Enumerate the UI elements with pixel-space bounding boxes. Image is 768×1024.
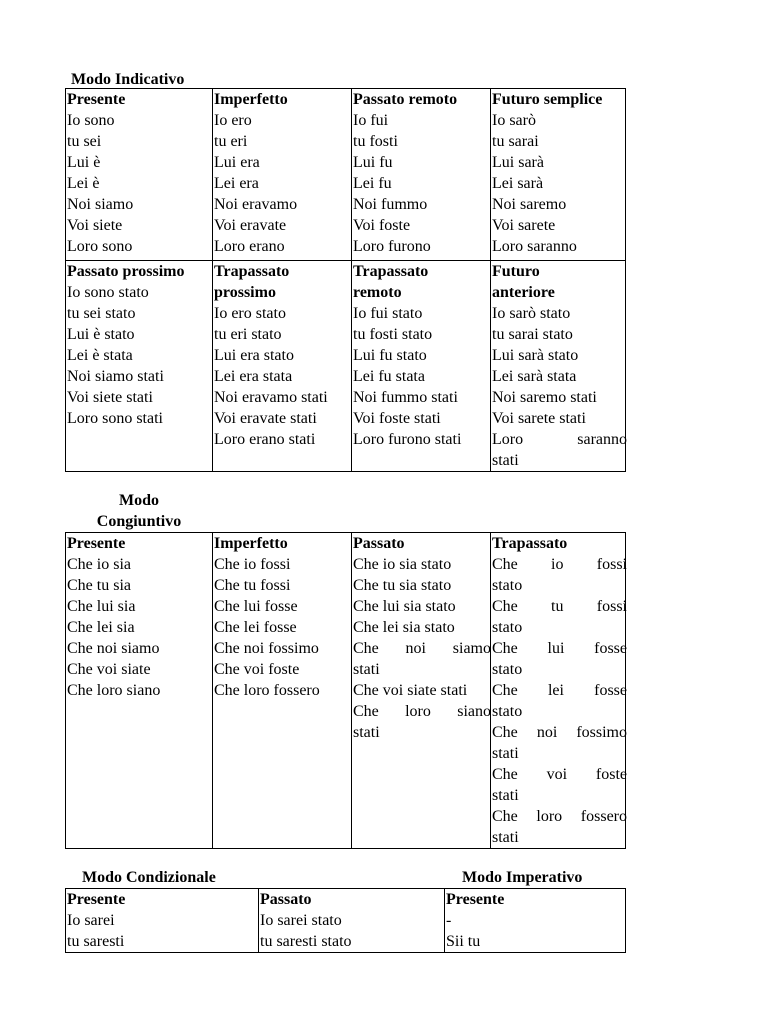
condizionale-title: Modo Condizionale xyxy=(82,869,216,886)
conjugation-form: stato xyxy=(492,577,523,594)
conjugation-form: Noi siamo xyxy=(67,196,134,213)
conjugation-form: Voi siete stati xyxy=(67,389,153,406)
condizionale-imperativo-table xyxy=(65,888,626,953)
conjugation-form: Voi eravate stati xyxy=(214,410,317,427)
conjugation-form: Noi saremo stati xyxy=(492,389,597,406)
conjugation-form: tu sarai xyxy=(492,133,539,150)
conjugation-form: Io sarò xyxy=(492,112,536,129)
conjugation-form: Che voi siate stati xyxy=(353,682,468,699)
column-heading: Passato xyxy=(260,891,312,908)
indicativo-title: Modo Indicativo xyxy=(71,71,185,88)
conjugation-form: Io sono xyxy=(67,112,115,129)
conjugation-form: Che tu fossi xyxy=(214,577,291,594)
column-heading: Presente xyxy=(67,891,126,908)
imperativo-col-presente xyxy=(444,889,627,952)
conjugation-form: Io ero stato xyxy=(214,305,286,322)
conjugation-form: Che tu fossi xyxy=(492,598,627,615)
column-heading: Futuro semplice xyxy=(492,91,603,108)
congiuntivo-title-line-2: Congiuntivo xyxy=(96,513,182,530)
conjugation-form: Loro furono xyxy=(353,238,431,255)
column-heading: Presente xyxy=(446,891,505,908)
conjugation-form: Noi saremo xyxy=(492,196,567,213)
column-heading: Trapassato xyxy=(214,263,290,280)
conjugation-form: Lui fu xyxy=(353,154,393,171)
indicativo-row-simple xyxy=(66,89,625,260)
conjugation-form: Lei sarà xyxy=(492,175,544,192)
conjugation-form: Che voi siate xyxy=(67,661,151,678)
conjugation-form: Voi foste xyxy=(353,217,411,234)
conjugation-form: Noi eravamo stati xyxy=(214,389,328,406)
conjugation-form: Che loro siano xyxy=(353,703,491,720)
conjugation-form: stati xyxy=(353,724,380,741)
conjugation-form: Voi siete xyxy=(67,217,123,234)
conjugation-form: Sii tu xyxy=(446,933,481,950)
column-heading: anteriore xyxy=(492,284,555,301)
conjugation-form: Voi sarete xyxy=(492,217,556,234)
congiuntivo-col-trapassato xyxy=(490,533,627,848)
conjugation-form: Che loro fossero xyxy=(214,682,320,699)
conjugation-form: Io sarei stato xyxy=(260,912,342,929)
conjugation-form: Che lei fosse xyxy=(492,682,627,699)
column-heading: Imperfetto xyxy=(214,535,288,552)
conjugation-form: Noi fummo xyxy=(353,196,428,213)
imperativo-row xyxy=(444,889,625,952)
column-heading: Trapassato xyxy=(492,535,568,552)
conjugation-form: stato xyxy=(492,619,523,636)
conjugation-form: Voi sarete stati xyxy=(492,410,586,427)
conjugation-form: tu eri xyxy=(214,133,248,150)
congiuntivo-col-passato xyxy=(351,533,491,848)
conjugation-form: Loro sono xyxy=(67,238,133,255)
conjugation-form: Lei sarà stata xyxy=(492,368,577,385)
conjugation-form: Che io sia stato xyxy=(353,556,452,573)
conjugation-form: stati xyxy=(492,787,519,804)
condizionale-col-presente xyxy=(66,889,259,952)
column-heading: Imperfetto xyxy=(214,91,288,108)
condizionale-col-passato xyxy=(258,889,445,952)
column-heading: Trapassato xyxy=(353,263,429,280)
conjugation-form: Che tu sia xyxy=(67,577,131,594)
imperativo-title: Modo Imperativo xyxy=(462,869,583,886)
conjugation-form: Io ero xyxy=(214,112,252,129)
conjugation-form: Noi eravamo xyxy=(214,196,298,213)
indicativo-row-compound xyxy=(66,260,625,471)
conjugation-form: stati xyxy=(492,745,519,762)
conjugation-form: Io sono stato xyxy=(67,284,149,301)
conjugation-form: Che lui fosse xyxy=(214,598,298,615)
conjugation-form: Lei era stata xyxy=(214,368,293,385)
conjugation-form: Io fui xyxy=(353,112,389,129)
indicativo-col-trapassato-remoto xyxy=(351,261,491,471)
conjugation-form: tu saresti xyxy=(67,933,125,950)
conjugation-form: Noi fummo stati xyxy=(353,389,458,406)
indicativo-col-trapassato-prossimo xyxy=(212,261,352,471)
column-heading: Presente xyxy=(67,91,126,108)
conjugation-form: - xyxy=(446,912,452,929)
conjugation-form: Lui sarà stato xyxy=(492,347,579,364)
conjugation-form: tu sei xyxy=(67,133,102,150)
conjugation-form: Che tu sia stato xyxy=(353,577,452,594)
conjugation-form: Voi foste stati xyxy=(353,410,441,427)
indicativo-table xyxy=(65,88,626,472)
conjugation-form: Che noi siamo xyxy=(353,640,491,657)
conjugation-form: Che lei fosse xyxy=(214,619,297,636)
column-heading: Passato remoto xyxy=(353,91,458,108)
conjugation-form: Che loro fossero xyxy=(492,808,627,825)
conjugation-form: Lei è xyxy=(67,175,100,192)
conjugation-form: Che lui sia stato xyxy=(353,598,456,615)
column-heading: Passato prossimo xyxy=(67,263,185,280)
conjugation-form: stato xyxy=(492,703,523,720)
conjugation-form: Loro furono stati xyxy=(353,431,462,448)
conjugation-form: Loro sono stati xyxy=(67,410,163,427)
conjugation-form: Io fui stato xyxy=(353,305,423,322)
conjugation-form: Che voi foste xyxy=(492,766,627,783)
conjugation-form: tu eri stato xyxy=(214,326,282,343)
conjugation-form: Che lei sia xyxy=(67,619,135,636)
conjugation-form: Che noi fossimo xyxy=(492,724,627,741)
conjugation-form: Lei era xyxy=(214,175,259,192)
congiuntivo-col-presente xyxy=(66,533,213,848)
conjugation-form: Che lui fosse xyxy=(492,640,627,657)
conjugation-form: Che io fossi xyxy=(214,556,291,573)
conjugation-form: Lui era stato xyxy=(214,347,294,364)
conjugation-form: Lei fu stata xyxy=(353,368,425,385)
column-heading: prossimo xyxy=(214,284,276,301)
conjugation-form: Che io sia xyxy=(67,556,131,573)
conjugation-form: Loro erano xyxy=(214,238,285,255)
conjugation-form: tu sarai stato xyxy=(492,326,573,343)
conjugation-form: tu sei stato xyxy=(67,305,136,322)
column-heading: Passato xyxy=(353,535,405,552)
conjugation-form: Che lui sia xyxy=(67,598,136,615)
column-heading: Presente xyxy=(67,535,126,552)
conjugation-form: Che lei sia stato xyxy=(353,619,455,636)
conjugation-form: Loro saranno xyxy=(492,238,577,255)
conjugation-form: Lei fu xyxy=(353,175,392,192)
conjugation-form: stati xyxy=(492,452,519,469)
conjugation-form: Che io fossi xyxy=(492,556,627,573)
congiuntivo-col-imperfetto xyxy=(212,533,352,848)
conjugation-form: Loro erano stati xyxy=(214,431,316,448)
conjugation-form: stato xyxy=(492,661,523,678)
conjugation-form: Io sarò stato xyxy=(492,305,571,322)
conjugation-form: Che voi foste xyxy=(214,661,300,678)
conjugation-form: Voi eravate xyxy=(214,217,287,234)
conjugation-form: Lui fu stato xyxy=(353,347,427,364)
conjugation-form: Lei è stata xyxy=(67,347,133,364)
congiuntivo-row xyxy=(66,533,625,848)
indicativo-col-presente xyxy=(66,89,213,260)
conjugation-form: Lui era xyxy=(214,154,260,171)
conjugation-form: tu fosti xyxy=(353,133,398,150)
conjugation-form: tu saresti stato xyxy=(260,933,352,950)
conjugation-form: Lui è xyxy=(67,154,101,171)
congiuntivo-table xyxy=(65,532,626,849)
column-heading: Futuro xyxy=(492,263,540,280)
conjugation-form: Che noi fossimo xyxy=(214,640,319,657)
indicativo-col-passato-remoto xyxy=(351,89,491,260)
conjugation-form: Lui è stato xyxy=(67,326,135,343)
congiuntivo-title-line-1: Modo xyxy=(119,492,159,509)
indicativo-col-imperfetto xyxy=(212,89,352,260)
conjugation-form: Che loro siano xyxy=(67,682,161,699)
conjugation-form: Lui sarà xyxy=(492,154,544,171)
indicativo-col-futuro-anteriore xyxy=(490,261,627,471)
conjugation-form: Io sarei xyxy=(67,912,115,929)
indicativo-col-passato-prossimo xyxy=(66,261,213,471)
conjugation-form: Noi siamo stati xyxy=(67,368,164,385)
indicativo-col-futuro-semplice xyxy=(490,89,627,260)
congiuntivo-title xyxy=(84,490,194,532)
conjugation-form: stati xyxy=(353,661,380,678)
conjugation-form: stati xyxy=(492,829,519,846)
conjugation-form: tu fosti stato xyxy=(353,326,433,343)
conjugation-form: Loro saranno xyxy=(492,431,627,448)
conjugation-form: Che noi siamo xyxy=(67,640,160,657)
column-heading: remoto xyxy=(353,284,402,301)
